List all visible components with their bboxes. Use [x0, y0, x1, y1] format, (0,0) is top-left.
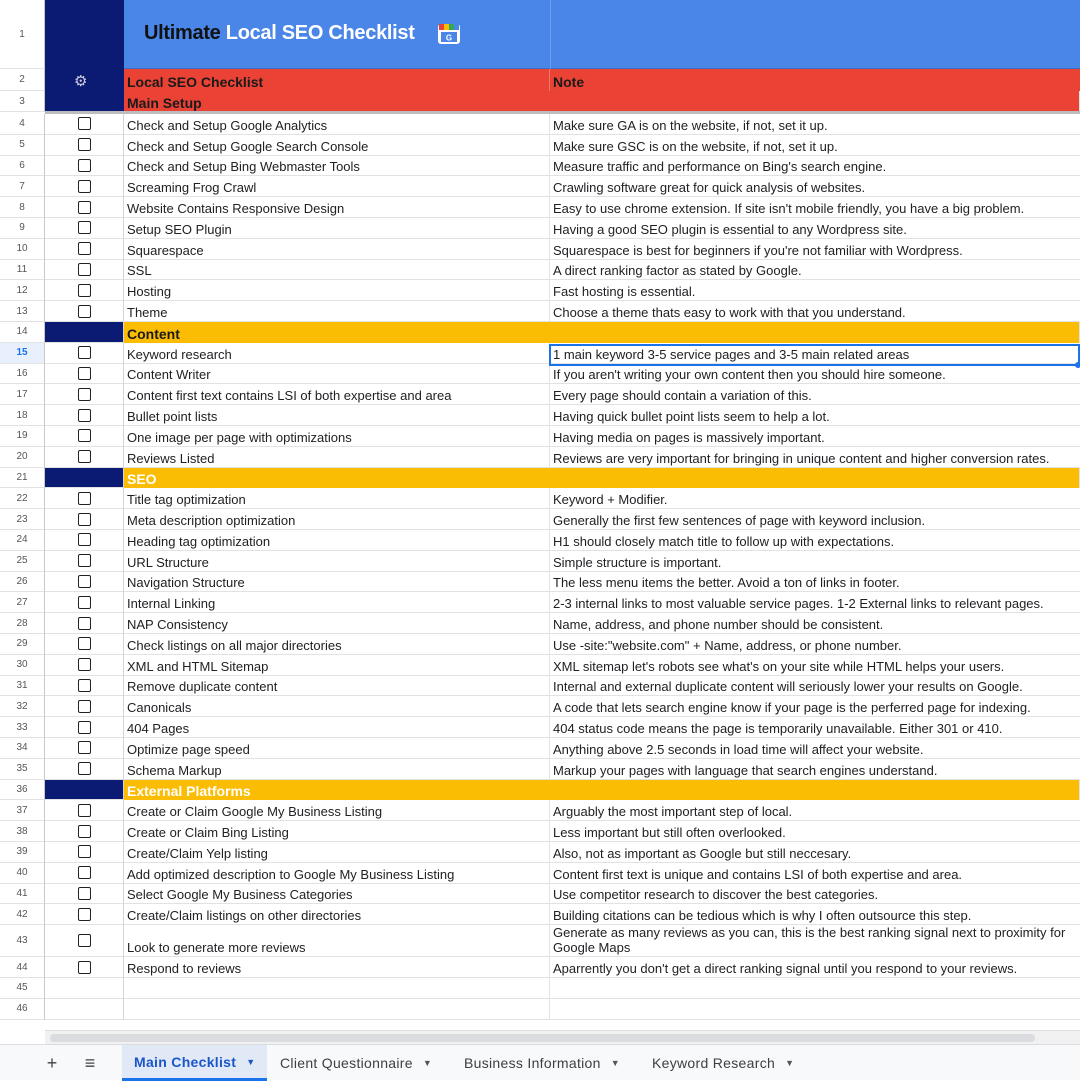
- empty-cell[interactable]: [550, 978, 1080, 999]
- row-number[interactable]: 42: [0, 904, 45, 925]
- checklist-item[interactable]: Squarespace: [124, 239, 550, 260]
- row-number[interactable]: 5: [0, 135, 45, 156]
- checkbox-cell[interactable]: [45, 717, 124, 738]
- add-sheet-button[interactable]: +: [46, 1053, 58, 1073]
- sheet-tab-label: Keyword Research: [652, 1055, 776, 1071]
- checkbox-cell[interactable]: [45, 821, 124, 842]
- checkbox-cell[interactable]: [45, 738, 124, 759]
- checklist-item[interactable]: Website Contains Responsive Design: [124, 197, 550, 218]
- checkbox[interactable]: [78, 866, 91, 879]
- row-number[interactable]: 40: [0, 863, 45, 884]
- row-number[interactable]: 10: [0, 239, 45, 260]
- checkbox[interactable]: [78, 305, 91, 318]
- frozen-column-block: [45, 468, 123, 488]
- sheet-tab-label: Client Questionnaire: [280, 1055, 413, 1071]
- section-heading[interactable]: Content: [124, 322, 1080, 343]
- note-cell[interactable]: Easy to use chrome extension. If site isn't mobile friendly, you have a big problem.: [550, 197, 1080, 218]
- note-cell[interactable]: Use competitor research to discover the best categories.: [550, 884, 1080, 905]
- checkbox[interactable]: [78, 762, 91, 775]
- row-number[interactable]: 46: [0, 999, 45, 1020]
- note-cell[interactable]: Aparrently you don't get a direct ranking signal until you respond to your reviews.: [550, 957, 1080, 978]
- checklist-item[interactable]: NAP Consistency: [124, 613, 550, 634]
- checkbox[interactable]: [78, 450, 91, 463]
- note-cell[interactable]: Having media on pages is massively important.: [550, 426, 1080, 447]
- checkbox-cell[interactable]: [45, 509, 124, 530]
- checkbox-cell[interactable]: [45, 863, 124, 884]
- checkbox-cell[interactable]: [45, 384, 124, 405]
- note-cell[interactable]: Squarespace is best for beginners if you're not familiar with Wordpress.: [550, 239, 1080, 260]
- frozen-column-block: [45, 780, 123, 800]
- checkbox-cell[interactable]: [45, 978, 124, 999]
- section-heading[interactable]: Main Setup: [124, 91, 1080, 112]
- sheet-tab[interactable]: [122, 1045, 267, 1081]
- note-cell[interactable]: 1 main keyword 3-5 service pages and 3-5 main related areas: [550, 343, 1080, 364]
- note-cell[interactable]: Crawling software great for quick analysis of websites.: [550, 176, 1080, 197]
- note-cell[interactable]: Generate as many reviews as you can, this is the best ranking signal next to proximity for Google Maps: [550, 925, 1080, 957]
- all-sheets-menu-button[interactable]: ≡: [84, 1053, 96, 1073]
- row-number[interactable]: 41: [0, 884, 45, 905]
- checklist-item[interactable]: Select Google My Business Categories: [124, 884, 550, 905]
- checklist-item[interactable]: URL Structure: [124, 551, 550, 572]
- note-cell[interactable]: Make sure GA is on the website, if not, set it up.: [550, 114, 1080, 135]
- note-cell[interactable]: XML sitemap let's robots see what's on your site while HTML helps your users.: [550, 655, 1080, 676]
- row-number[interactable]: 9: [0, 218, 45, 239]
- row-number[interactable]: 13: [0, 301, 45, 322]
- checkbox-cell[interactable]: [45, 239, 124, 260]
- checkbox[interactable]: [78, 658, 91, 671]
- row-number[interactable]: 21: [0, 468, 45, 489]
- checkbox-cell[interactable]: [45, 655, 124, 676]
- row-number[interactable]: 44: [0, 957, 45, 978]
- checklist-item[interactable]: XML and HTML Sitemap: [124, 655, 550, 676]
- checkbox-cell[interactable]: [45, 426, 124, 447]
- row-number[interactable]: 19: [0, 426, 45, 447]
- checklist-item[interactable]: SSL: [124, 260, 550, 281]
- note-cell[interactable]: Measure traffic and performance on Bing's search engine.: [550, 156, 1080, 177]
- row-number[interactable]: 2: [0, 69, 45, 91]
- checkbox[interactable]: [78, 242, 91, 255]
- row-number[interactable]: 15: [0, 343, 45, 364]
- checkbox-cell[interactable]: [45, 780, 124, 801]
- checklist-item[interactable]: Content first text contains LSI of both expertise and area: [124, 384, 550, 405]
- row-number[interactable]: 25: [0, 551, 45, 572]
- row-number[interactable]: 30: [0, 655, 45, 676]
- checkbox[interactable]: [78, 575, 91, 588]
- checkbox-cell[interactable]: [45, 447, 124, 468]
- checklist-item[interactable]: Check and Setup Google Analytics: [124, 114, 550, 135]
- row-number[interactable]: 36: [0, 780, 45, 801]
- checklist-item[interactable]: Add optimized description to Google My Business Listing: [124, 863, 550, 884]
- note-cell[interactable]: Keyword + Modifier.: [550, 488, 1080, 509]
- checkbox[interactable]: [78, 159, 91, 172]
- note-cell[interactable]: Choose a theme thats easy to work with that you understand.: [550, 301, 1080, 322]
- row-number[interactable]: 1: [0, 0, 45, 69]
- checkbox[interactable]: [78, 388, 91, 401]
- checklist-item[interactable]: Check and Setup Bing Webmaster Tools: [124, 156, 550, 177]
- column-header-checklist[interactable]: Local SEO Checklist: [124, 69, 550, 91]
- svg-text:G: G: [445, 33, 453, 43]
- checkbox-cell[interactable]: [45, 957, 124, 978]
- row-number[interactable]: 6: [0, 156, 45, 177]
- checklist-item[interactable]: Reviews Listed: [124, 447, 550, 468]
- checklist-item[interactable]: Screaming Frog Crawl: [124, 176, 550, 197]
- note-cell[interactable]: 2-3 internal links to most valuable service pages. 1-2 External links to relevant pages.: [550, 592, 1080, 613]
- checkbox-cell[interactable]: [45, 488, 124, 509]
- note-cell[interactable]: Arguably the most important step of local.: [550, 800, 1080, 821]
- checklist-item[interactable]: Create or Claim Bing Listing: [124, 821, 550, 842]
- note-cell[interactable]: Make sure GSC is on the website, if not, set it up.: [550, 135, 1080, 156]
- checkbox-cell[interactable]: [45, 634, 124, 655]
- checkbox-cell[interactable]: [45, 280, 124, 301]
- checkbox[interactable]: [78, 700, 91, 713]
- row-number[interactable]: 32: [0, 696, 45, 717]
- row-number[interactable]: 16: [0, 364, 45, 385]
- row-number[interactable]: 26: [0, 572, 45, 593]
- empty-cell[interactable]: [550, 999, 1080, 1020]
- checkbox[interactable]: [78, 934, 91, 947]
- row-number[interactable]: 12: [0, 280, 45, 301]
- checkbox-cell[interactable]: [45, 904, 124, 925]
- checkbox[interactable]: [78, 908, 91, 921]
- note-cell[interactable]: Anything above 2.5 seconds in load time will affect your website.: [550, 738, 1080, 759]
- checkbox[interactable]: [78, 117, 91, 130]
- sheet-tab-bar: [0, 1044, 1080, 1080]
- checkbox[interactable]: [78, 367, 91, 380]
- row-number[interactable]: 34: [0, 738, 45, 759]
- checkbox-cell[interactable]: [45, 676, 124, 697]
- note-cell[interactable]: A direct ranking factor as stated by Google.: [550, 260, 1080, 281]
- row-number[interactable]: 45: [0, 978, 45, 999]
- row-number[interactable]: 31: [0, 676, 45, 697]
- checkbox[interactable]: [78, 679, 91, 692]
- checkbox-cell[interactable]: [45, 842, 124, 863]
- checklist-item[interactable]: Create/Claim listings on other directories: [124, 904, 550, 925]
- checklist-item[interactable]: Create or Claim Google My Business Listing: [124, 800, 550, 821]
- checkbox-cell[interactable]: [45, 884, 124, 905]
- gear-icon[interactable]: ⚙: [74, 73, 88, 90]
- note-cell[interactable]: A code that lets search engine know if your page is the perferred page for indexing.: [550, 696, 1080, 717]
- checkbox-cell[interactable]: [45, 468, 124, 489]
- checklist-item[interactable]: Setup SEO Plugin: [124, 218, 550, 239]
- checkbox[interactable]: [78, 845, 91, 858]
- checkbox[interactable]: [78, 513, 91, 526]
- note-cell[interactable]: Name, address, and phone number should be consistent.: [550, 613, 1080, 634]
- sheet-tab[interactable]: [268, 1045, 444, 1081]
- checklist-item[interactable]: Create/Claim Yelp listing: [124, 842, 550, 863]
- checklist-item[interactable]: Optimize page speed: [124, 738, 550, 759]
- checkbox-cell[interactable]: [45, 176, 124, 197]
- checkbox-cell[interactable]: [45, 925, 124, 957]
- checkbox-cell[interactable]: [45, 551, 124, 572]
- checkbox-cell[interactable]: [45, 364, 124, 385]
- row-number[interactable]: 43: [0, 925, 45, 957]
- note-cell[interactable]: Reviews are very important for bringing in unique content and higher conversion rates.: [550, 447, 1080, 468]
- checkbox[interactable]: [78, 284, 91, 297]
- checkbox[interactable]: [78, 221, 91, 234]
- note-cell[interactable]: The less menu items the better. Avoid a ton of links in footer.: [550, 572, 1080, 593]
- row-number[interactable]: 18: [0, 405, 45, 426]
- checklist-item[interactable]: Respond to reviews: [124, 957, 550, 978]
- checkbox[interactable]: [78, 804, 91, 817]
- frozen-row-divider[interactable]: [45, 111, 1080, 114]
- checklist-item[interactable]: Title tag optimization: [124, 488, 550, 509]
- row-number[interactable]: 4: [0, 114, 45, 135]
- chevron-down-icon[interactable]: ▼: [610, 1058, 620, 1068]
- checkbox-cell[interactable]: [45, 343, 124, 364]
- checklist-item[interactable]: Bullet point lists: [124, 405, 550, 426]
- empty-cell[interactable]: [124, 999, 550, 1020]
- checkbox[interactable]: [78, 138, 91, 151]
- row-number[interactable]: 11: [0, 260, 45, 281]
- checklist-item[interactable]: Internal Linking: [124, 592, 550, 613]
- google-business-store-icon: [436, 21, 462, 47]
- checkbox-cell[interactable]: [45, 260, 124, 281]
- checkbox[interactable]: [78, 721, 91, 734]
- checkbox[interactable]: [78, 741, 91, 754]
- checkbox[interactable]: [78, 409, 91, 422]
- note-cell[interactable]: Also, not as important as Google but still neccesary.: [550, 842, 1080, 863]
- note-cell[interactable]: If you aren't writing your own content then you should hire someone.: [550, 364, 1080, 385]
- checklist-item[interactable]: Canonicals: [124, 696, 550, 717]
- checkbox-cell[interactable]: [45, 759, 124, 780]
- checkbox[interactable]: [78, 346, 91, 359]
- note-cell[interactable]: Building citations can be tedious which is why I often outsource this step.: [550, 904, 1080, 925]
- checklist-item[interactable]: Check listings on all major directories: [124, 634, 550, 655]
- checklist-item[interactable]: Navigation Structure: [124, 572, 550, 593]
- frozen-column-block: [45, 0, 124, 112]
- checkbox-cell[interactable]: [45, 592, 124, 613]
- checkbox-cell[interactable]: [45, 135, 124, 156]
- row-number[interactable]: 33: [0, 717, 45, 738]
- checklist-item[interactable]: Content Writer: [124, 364, 550, 385]
- chevron-down-icon[interactable]: ▼: [785, 1058, 795, 1068]
- row-number[interactable]: 29: [0, 634, 45, 655]
- note-cell[interactable]: Fast hosting is essential.: [550, 280, 1080, 301]
- row-number[interactable]: 8: [0, 197, 45, 218]
- note-cell[interactable]: Generally the first few sentences of page with keyword inclusion.: [550, 509, 1080, 530]
- checklist-item[interactable]: Keyword research: [124, 343, 550, 364]
- note-cell[interactable]: Less important but still often overlooked.: [550, 821, 1080, 842]
- note-cell[interactable]: Having quick bullet point lists seem to help a lot.: [550, 405, 1080, 426]
- checkbox-cell[interactable]: [45, 696, 124, 717]
- sheet-title: Ultimate Local SEO Checklist: [144, 22, 415, 44]
- checkbox[interactable]: [78, 617, 91, 630]
- checkbox-cell[interactable]: [45, 197, 124, 218]
- checkbox-cell[interactable]: [45, 156, 124, 177]
- row-number[interactable]: 37: [0, 800, 45, 821]
- checkbox-cell[interactable]: [45, 405, 124, 426]
- note-cell[interactable]: Internal and external duplicate content will seriously lower your results on Google.: [550, 676, 1080, 697]
- row-number[interactable]: 22: [0, 488, 45, 509]
- row-number[interactable]: 24: [0, 530, 45, 551]
- horizontal-scrollbar[interactable]: [45, 1030, 1080, 1044]
- row-number[interactable]: 20: [0, 447, 45, 468]
- fill-handle[interactable]: [1075, 362, 1080, 368]
- checkbox[interactable]: [78, 180, 91, 193]
- checklist-item[interactable]: Theme: [124, 301, 550, 322]
- checklist-item[interactable]: Heading tag optimization: [124, 530, 550, 551]
- checkbox-cell[interactable]: [45, 301, 124, 322]
- checklist-item[interactable]: One image per page with optimizations: [124, 426, 550, 447]
- sheet-tab-label: Business Information: [464, 1055, 601, 1071]
- empty-cell[interactable]: [124, 978, 550, 999]
- note-cell[interactable]: H1 should closely match title to follow up with expectations.: [550, 530, 1080, 551]
- checkbox-cell[interactable]: [45, 800, 124, 821]
- checklist-item[interactable]: Schema Markup: [124, 759, 550, 780]
- checkbox-cell[interactable]: [45, 218, 124, 239]
- checkbox-cell[interactable]: [45, 530, 124, 551]
- row-number[interactable]: 3: [0, 91, 45, 112]
- checklist-item[interactable]: Check and Setup Google Search Console: [124, 135, 550, 156]
- note-cell[interactable]: Content first text is unique and contains LSI of both expertise and area.: [550, 863, 1080, 884]
- checkbox[interactable]: [78, 533, 91, 546]
- row-number[interactable]: 28: [0, 613, 45, 634]
- chevron-down-icon[interactable]: ▼: [422, 1058, 433, 1068]
- note-cell[interactable]: Every page should contain a variation of this.: [550, 384, 1080, 405]
- note-cell[interactable]: Markup your pages with language that search engines understand.: [550, 759, 1080, 780]
- checklist-item[interactable]: Remove duplicate content: [124, 676, 550, 697]
- checkbox[interactable]: [78, 961, 91, 974]
- checkbox[interactable]: [78, 596, 91, 609]
- checklist-item[interactable]: Hosting: [124, 280, 550, 301]
- checklist-item[interactable]: Meta description optimization: [124, 509, 550, 530]
- section-heading[interactable]: External Platforms: [124, 780, 1080, 801]
- checkbox[interactable]: [78, 554, 91, 567]
- column-header-note[interactable]: Note: [550, 69, 1080, 91]
- row-number[interactable]: 23: [0, 509, 45, 530]
- row-number[interactable]: 39: [0, 842, 45, 863]
- note-cell[interactable]: Having a good SEO plugin is essential to any Wordpress site.: [550, 218, 1080, 239]
- sheet-tab-label: Main Checklist: [134, 1053, 237, 1070]
- checkbox[interactable]: [78, 429, 91, 442]
- checklist-item[interactable]: Look to generate more reviews: [124, 925, 550, 957]
- row-number[interactable]: 38: [0, 821, 45, 842]
- frozen-column-block: [45, 322, 123, 342]
- scrollbar-thumb[interactable]: [50, 1034, 1035, 1042]
- chevron-down-icon[interactable]: ▼: [246, 1056, 256, 1067]
- note-cell[interactable]: Simple structure is important.: [550, 551, 1080, 572]
- row-number[interactable]: 7: [0, 176, 45, 197]
- checkbox-cell[interactable]: [45, 572, 124, 593]
- checkbox[interactable]: [78, 825, 91, 838]
- checklist-item[interactable]: 404 Pages: [124, 717, 550, 738]
- checkbox[interactable]: [78, 887, 91, 900]
- sheet-tab[interactable]: [452, 1045, 632, 1081]
- checkbox[interactable]: [78, 263, 91, 276]
- checkbox[interactable]: [78, 637, 91, 650]
- sheet-tab[interactable]: [640, 1045, 806, 1081]
- checkbox-cell[interactable]: [45, 613, 124, 634]
- checkbox[interactable]: [78, 201, 91, 214]
- note-cell[interactable]: 404 status code means the page is temporarily unavailable. Either 301 or 410.: [550, 717, 1080, 738]
- title-banner[interactable]: [124, 0, 1080, 69]
- checkbox-cell[interactable]: [45, 999, 124, 1020]
- section-heading[interactable]: SEO: [124, 468, 1080, 489]
- note-cell[interactable]: Use -site:"website.com" + Name, address, or phone number.: [550, 634, 1080, 655]
- row-number[interactable]: 35: [0, 759, 45, 780]
- checkbox-cell[interactable]: [45, 322, 124, 343]
- row-number[interactable]: 27: [0, 592, 45, 613]
- checkbox[interactable]: [78, 492, 91, 505]
- row-number[interactable]: 17: [0, 384, 45, 405]
- row-number[interactable]: 14: [0, 322, 45, 343]
- checkbox-cell[interactable]: [45, 114, 124, 135]
